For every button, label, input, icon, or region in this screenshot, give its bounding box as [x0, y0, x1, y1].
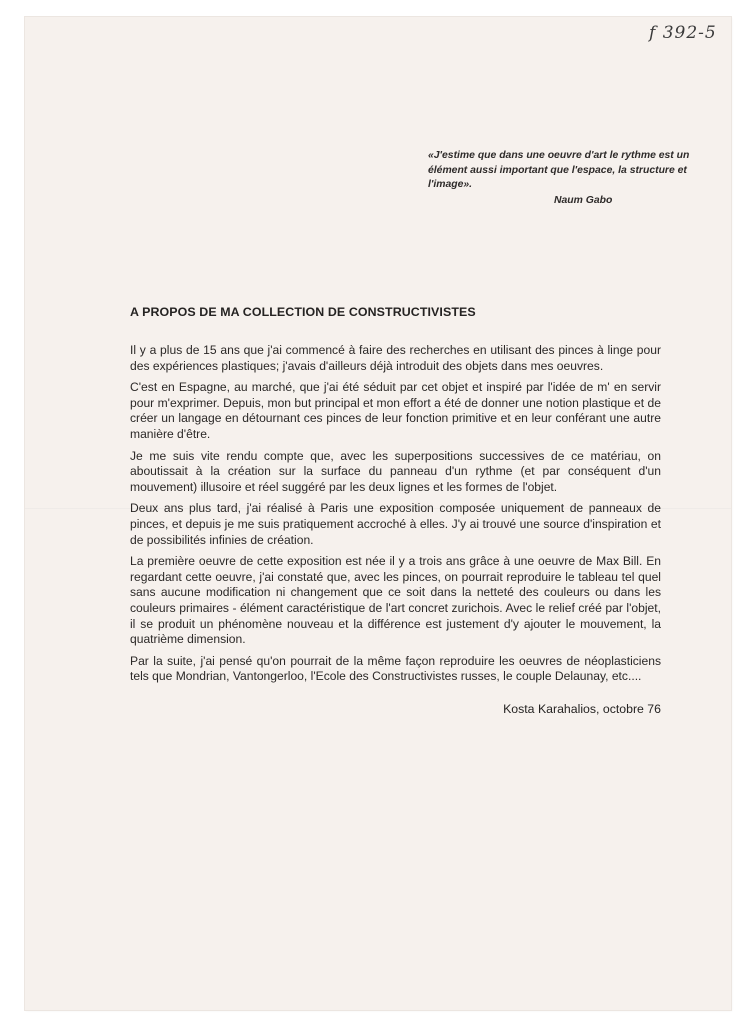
paragraph: La première oeuvre de cette exposition est née il y a trois ans grâce à une oeuvre de Max Bill. En regardant cette oeuvre, j'ai constaté que, avec les pinces, on pourrait reproduire le tableau tel quel sans aucune modification ni changement que ce soit dans la netteté des couleurs ou dans les couleurs primaires - élément caractéristique de l'art concret zurichois. Avec le relief créé par l'objet, il se produit un phénomène nouveau et la différence est justement d'y ajouter le mouvement, la quatrième dimension. — [130, 554, 661, 647]
document-title: A PROPOS DE MA COLLECTION DE CONSTRUCTIVISTES — [130, 305, 476, 319]
paragraph: Je me suis vite rendu compte que, avec les superpositions successives de ce matériau, on aboutissait à la création sur la surface du panneau d'un rythme (et par conséquent d'un mouvement) illusoire et réel suggéré par les deux lignes et les formes de l'objet. — [130, 448, 661, 494]
epigraph — [428, 149, 708, 208]
paragraph: C'est en Espagne, au marché, que j'ai été séduit par cet objet et inspiré par l'idée de m' en servir pour m'exprimer. Depuis, mon but principal et mon effort a été de donner une notion plastique et de créer un langage en détournant ces pinces de leur fonction primitive et en leur conférant une autre manière d'être. — [130, 380, 661, 441]
paragraph: Il y a plus de 15 ans que j'ai commencé à faire des recherches en utilisant des pinces à linge pour des expériences plastiques; j'avais d'ailleurs déjà introduit des objets dans mes oeuvres. — [130, 343, 661, 373]
paragraph: Par la suite, j'ai pensé qu'on pourrait de la même façon reproduire les oeuvres de néoplasticiens tels que Mondrian, Vantongerloo, l'Ecole des Constructivistes russes, le couple Delaunay, etc.... — [130, 653, 661, 684]
epigraph-author: Naum Gabo — [554, 194, 613, 206]
paragraph: Deux ans plus tard, j'ai réalisé à Paris une exposition composée uniquement de panneaux de pinces, et depuis je me suis pratiquement accroché à elles. J'y ai trouvé une source d'inspiration et de possibilités infinies de création. — [130, 501, 661, 547]
paper-sheet — [25, 17, 731, 1010]
epigraph-quote: «J'estime que dans une oeuvre d'art le rythme est un élément aussi important que l'espace, la structure et l'image». — [428, 150, 690, 190]
archive-reference: f 392-5 — [649, 23, 717, 43]
signature: Kosta Karahalios, octobre 76 — [503, 702, 661, 716]
document-body — [130, 343, 661, 691]
